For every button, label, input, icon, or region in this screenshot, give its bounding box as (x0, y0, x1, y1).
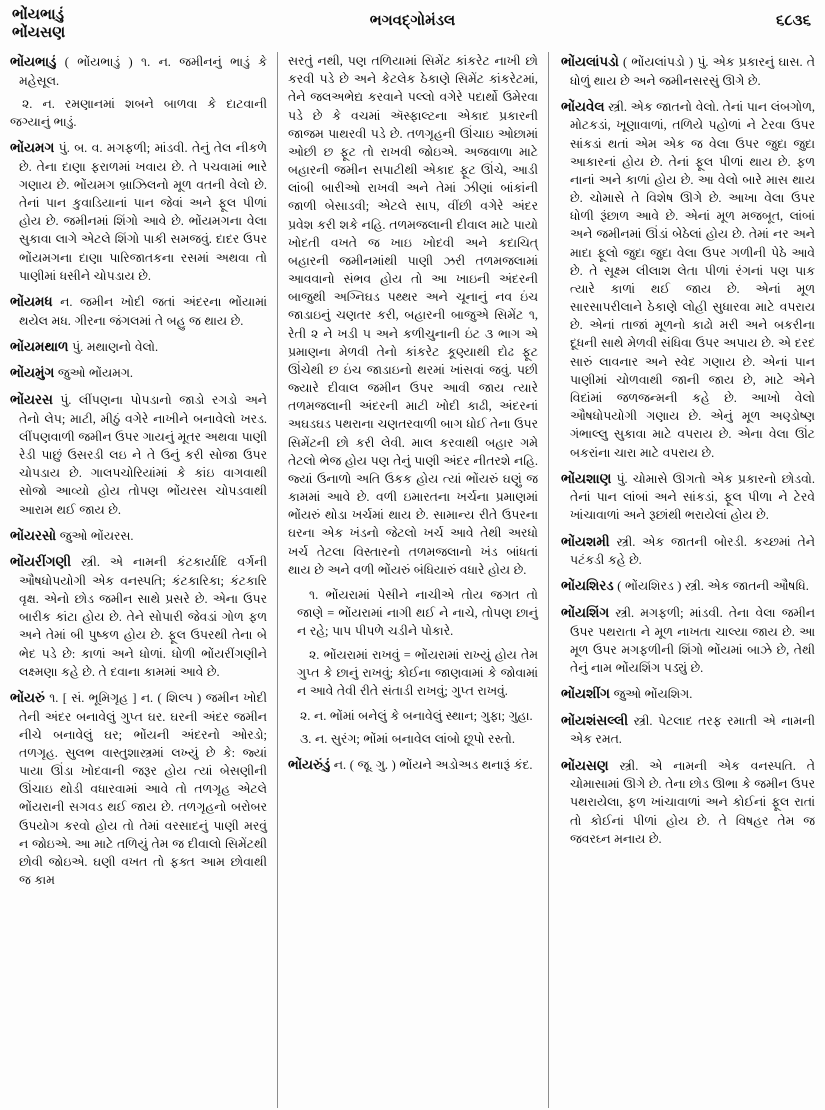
entry-headword: ભોંયમુંગ (10, 365, 55, 381)
entry-text: ભોંયરીંગણી સ્ત્રી. એ નામની કંટકાર્યાદિ વર્ગની ઔષધોપયોગી એક વનસ્પતિ; કંટકારિકા; કંટકારિ વૃક્ષ. એનો છોડ જમીન સાથે પ્રસરે છે. એના ઉપર બારીક કાંટા હોય છે. તેને સોપારી જેવડાં ગોળ ફળ અને તેમાં બી પુષ્કળ હોય છે. ફૂલ ઉપરથી તેના બે ભેદ પડે છે: કાળાં અને ધોળાં. ધોળી ભોંયરીંગણીને લક્ષ્મણા કહે છે. તે દવાના કામમાં આવે છે. (10, 554, 267, 679)
entry-text: ભોંયલાંપડો ( ભોંયલાંપડો ) પું. એક પ્રકારનું ઘાસ. તે ધોળું થાય છે અને જમીનસરસું ઊગે છે. (561, 54, 815, 88)
sense-block (288, 707, 538, 748)
entry-headword: ભોંયરું (10, 689, 45, 705)
entry-headword: ભોંયમધ (10, 293, 53, 309)
dictionary-entry (10, 52, 267, 131)
running-head-first-word: ભોંયભાડું (12, 7, 64, 23)
dictionary-entry (10, 552, 267, 681)
running-head (0, 0, 825, 48)
dictionary-entry (10, 337, 267, 357)
entry-headword: ભોંયરસ (10, 392, 53, 408)
dictionary-entry (10, 390, 267, 519)
sense-text: ૨. ન. ભોંમાં બનેલું કે બનાવેલું સ્થાન; ગુફા; ગુહા. (300, 709, 533, 724)
entry-headword: ભોંયશમી (561, 533, 610, 549)
page-number: ૬૮૩૬ (775, 13, 811, 29)
dictionary-entry (10, 292, 267, 330)
entry-text: ભોંયમુંગ જુઓ ભોંયમગ. (10, 365, 133, 381)
dictionary-entry (10, 526, 267, 546)
entry-text: ભોંયરસો જુઓ ભોંયરસ. (10, 527, 134, 543)
entry-text: ભોંયશંસલ્લી સ્ત્રી. પેટલાદ તરફ રમાતી એ નામની એક રમત. (561, 712, 815, 747)
dictionary-entry (10, 138, 267, 285)
entry-text: ભોંયશીંગ જુઓ ભોંયશિગ. (561, 686, 693, 702)
dictionary-entry (561, 97, 815, 462)
entry-headword: ભોંયભાડું (10, 54, 57, 69)
idiom-line: ૨. ભોંયરામાં રાખવું = ભોંયરામાં રાખ્યું હોય તેમ ગુપ્ત કે છાનું રાખવું; કોઈના જાણવામાં કે જોવામાં ન આવે તેવી રીતે સંતાડી રાખવું; ગુપ્ત રાખવું. (297, 647, 538, 698)
entry-headword: ભોંયમગ (10, 140, 55, 156)
running-head-last-word: ભોંયસણ (12, 25, 66, 42)
book-title: ભગવદ્ગોમંડલ (369, 13, 456, 29)
text-column-2 (277, 52, 549, 1108)
dictionary-entry (561, 711, 815, 749)
entry-text: ભોંયરું ૧. [ સં. ભૂમિગૃહ ] ન. ( શિલ્પ ) જમીન ખોદી તેની અંદર બનાવેલું ગુપ્ત ઘર. ઘરની અંદર જમીન નીચે બનાવેલું ઘર; ભોંયની અંદરનો ઓરડો; તળગૃહ. સુલભ વાસ્તુશાસ્ત્રમાં લખ્યું છે કે: જ્યાં પાયા ઊંડા ખોદવાની જરૂર હોય ત્યાં બેસણીની ઊંચાઇ થોડી વધારવામાં આવે તો તળગૃહ એટલે ભોંયરાની સગવડ થઈ જાય છે. તળગૃહનો બરોબર ઉપયોગ કરવો હોય તો તેમાં વરસાદનું પાણી મરવું ન જોઇએ. આ માટે તળિયું તેમ જ દીવાલો સિમેંટથી છોવી જોઇએ. ઘણી વખત તો ફક્ત આમ છોવાથી જ કામ (10, 689, 267, 888)
dictionary-entry (561, 603, 815, 677)
entry-headword: ભોંયરસો (10, 527, 57, 543)
dictionary-entry (561, 576, 815, 596)
dictionary-entry (561, 52, 815, 90)
entry-text: ભોંયશાણ પું. ચોમાસે ઊગતો એક પ્રકારનો છોડવો. તેનાં પાન લાંબાં અને સાંકડાં, ફૂલ પીળા ને ટેરવે ખાંચાવાળાં અને રૂછાંથી ભરાયેલાં હોય છે. (561, 470, 815, 523)
entry-headword: ભોંયસણ (561, 757, 609, 773)
text-column-3 (549, 52, 825, 1108)
dictionary-entry (10, 688, 267, 889)
sense-text: સરતું નથી, પણ તળિયામાં સિમેંટ કાંકરેટ નાખી છો કરવી પડે છે અને કેટલેક ઠેકાણે સિમેંટ કાંકરેટમાં, તેને જલઅભેદ્ય કરવાને પલ્લો વગેરે પદાર્થો ઉમેરવા પડે છે કે વચમાં ઍસ્ફાલ્ટના એકાદ પ્રકારની જાજમ પાથરવી પડે છે. તળગૃહની ઊંચાઇ ઓછામાં ઓછી છ ફૂટ તો રાખવી જોઇએ. અજવાળા માટે બહારની જમીન સપાટીથી એકાદ ફૂટ ઊંચે, આડી લાંબી બારીઓ રાખવી અને તેમાં ઝીણાં બાંકાંની જાળી બેસાડવી; એટલે સાપ, વીંછી વગેરે અંદર પ્રવેશ કરી શકે નહિ. તળમજલાની દીવાલ માટે પાયો ખોદતી વખતે જ ખાઇ ખોદવી અને કદાચિત્ બહારની જમીનમાંથી પાણી ઝરી તળમજલામાં આવવાનો સંભવ હોય તો આ ખાઇની અંદરની બાજુથી અગ્નિઘડ પથ્થર અને ચૂનાનું નવ ઇંચ જાડાઇનું ચણતર કરી, બહારની બાજુએ સિમેંટ ૧, રેતી ૨ ને ખડી ૫ અને કળીચુનાની ઇંટ ૩ ભાગ એ પ્રમાણના મેળવી તેનો કાંકરેટ કૂણ્યાથી દોઢ ફૂટ ઊંચેથી છ ઇંચ જાડાઇનો થરમાં ખાંસવાં જવું. પછી જ્યારે દીવાલ જમીન ઉપર આવી જાય ત્યારે તળમજલાની અંદરની માટી ખોદી કાઢી, અંદરનાં અઘડઘડ પથરાના ચણતરવાળી બાગ ધોઈ તેના ઉપર સિમેંટની છો કરી લેવી. માલ કરવાથી બહાર ગમે તેટલો ભેજ હોય પણ તેનું પાણી અંદર નીતરશે નહિ. જ્યાં ઉનાળો અતિ ઉકક હોય ત્યાં ભોંયરું ઘણું જ કામમાં આવે છે. વળી ઇમારતના ખર્ચના પ્રમાણમાં ભોંયરું થોડા ખર્ચમાં થાય છે. સામાન્ય રીતે ઉપરના ઘરના એક ખંડનો જેટલો ખર્ચ આવે તેથી અરધો ખર્ચ તેટલા વિસ્તારનો તળમજલાનો ખંડ બાંધતાં થાય છે અને વળી ભોંયરું બંધિયારું વધારે હોય છે. (288, 54, 538, 577)
entry-headword: ભોંયવેલ (561, 98, 605, 114)
entry-headword: ભોંયશીંગ (561, 686, 610, 702)
entry-continuation (288, 52, 538, 579)
entry-text: ભોંયમથાળ પું. મથાણનો વેલો. (10, 338, 159, 354)
entry-headword: ભોંયરુંડું (288, 757, 331, 773)
dictionary-entry (10, 363, 267, 383)
idiom-line: ૧. ભોંયરામાં પેસીને નાચીએ તોય જગત તો જાણે = ભોંયરામાં નાગી થઈ ને નાચે, તોપણ છાનું ન રહે; પાપ પીપળે ચડીને પોકારે. (297, 587, 538, 639)
sense-text: ૨. ન. રમણાનમાં શબને બાળવા કે દાટવાની જગ્યાનું ભાડું. (10, 96, 267, 129)
entry-headword: ભોંયમથાળ (10, 338, 69, 354)
dictionary-entry (561, 532, 815, 570)
entry-text: ભોંયસણ સ્ત્રી. એ નામની એક વનસ્પતિ. તે ચોમાસામાં ઊગે છે. તેના છોડ ઊભા કે જમીન ઉપર પથરાયેલા, ફળ ખાંચાવાળાં અને કોઈનાં ફૂલ રાતાં તો કોઈનાં પીળાં હોય છે. તે વિષહર તેમ જ જવરઘ્ન મનાય છે. (561, 757, 815, 846)
entry-headword: ભોંયશાણ (561, 470, 612, 486)
entry-text: ભોંયવેલ સ્ત્રી. એક જાતનો વેલો. તેનાં પાન લંબગોળ, મોટકડાં, ખૂણાવાળાં, તળિયે પહોળાં ને ટેરવા ઉપર સાંકડાં થતાં એમ એક જ વેલા ઉપર જુદા જુદા આકારનાં હોય છે. તેનાં ફૂલ પીળાં થાય છે. ફળ નાનાં અને કાળાં હોય છે. આ વેલો બારે માસ થાય છે. ચોમાસે તે વિશેષ ઊગે છે. આખા વેલા ઉપર ધોળી રૂંછાળ આવે છે. એનાં મૂળ મજબૂત, લાંબાં અને જમીનમાં ઊંડાં બેઠેલાં હોય છે. તેમાં નર અને માદા ફૂલો જુદા જુદા વેલા ઉપર ગળીની પેઠે આવે છે. તે સૂક્ષ્મ લીલાશ લેતા પીળાં રંગનાં પણ પાક ત્યારે કાળાં થઈ જાય છે. એનાં મૂળ સારસાપરીલાને ઠેકાણે લોહી સુધારવા માટે વપરાય છે. એનાં તાજાં મૂળનો કાઢો મરી અને બકરીના દૂધની સાથે મેળવી સંધિવા ઉપર અપાય છે. એ દરદ સારું લાવનાર અને સ્વેદ ગણાય છે. એનાં પાન પાણીમાં ચોળવાથી જાની જાય છે, માટે એને વિદાંમાં જળજન્મની કહે છે. આખો વેલો ઔષધોપયોગી ગણાય છે. એનું મૂળ અણ્ડોષ્ણ ગંભાલ્લુ સુકાવા માટે વપરાય છે. એના વેલા ઊંટ બકરાંના ચારા માટે વપરાય છે. (561, 98, 815, 460)
idiom-block (288, 586, 538, 700)
entry-text: ભોંયરસ પું. લીંપણના પોપડાનો જાડો રગડો અને તેનો લેપ; માટી, મીઠું વગેરે નાખીને બનાવેલો ખરડ. લીંપણવાળી જમીન ઉપર ગાયનું મૂતર અથવા પાણી રેડી પાછું ઉસરડી લઇ ને તે ઉનું કરી સોજા ઉપર ચોપડાય છે. ગાલપચોરિયાંમાં કે કાંઇ વાગવાથી સોજો આવ્યો હોય તોપણ ભોંયરસ ચોપડવાથી આરામ થઈ જાય છે. (10, 392, 267, 517)
entry-text: ભોંયશમી સ્ત્રી. એક જાતની બોરડી. કચ્છમાં તેને પટંકડી કહે છે. (561, 533, 815, 568)
entry-text: ભોંયમધ ન. જમીન ખોદી જતાં અંદરના ભોંયામાં થયેલ મધ. ગીરના જંગલમાં તે બહુ જ થાય છે. (10, 293, 267, 328)
entry-text: ભોંયરુંડું ન. ( જૂ. ગુ. ) ભોંયને અડોઅડ થનારૂં કંદ. (288, 757, 533, 773)
entry-headword: ભોંયશિરડ (561, 578, 614, 594)
dictionary-entry (288, 755, 538, 775)
sense-text: ૩. ન. સુરંગ; ભોંમાં બનાવેલ લાંબો છૂપો રસ્તો. (300, 732, 516, 747)
entry-text: ભોંયભાડું ( ભોંયભાડું ) ૧. ન. જમીનનું ભાડું કે મહેસૂલ. (10, 54, 267, 88)
dictionary-entry (561, 756, 815, 848)
entry-headword: ભોંયલાંપડો (561, 54, 619, 69)
entry-text: ભોંયશિંગ સ્ત્રી. મગફળી; માંડવી. તેના વેલા જમીન ઉપર પથરાતા ને મૂળ નાખતા ચાલ્યા જાય છે. આ મૂળ ઉપર મગફળીની શિંગો ભોંયમાં બાઝે છે, તેથી તેનું નામ ભોંયશિંગ પડ્યું છે. (561, 605, 815, 676)
column-container (0, 52, 825, 1108)
entry-headword: ભોંયશંસલ્લી (561, 712, 629, 728)
entry-text: ભોંયશિરડ ( ભોંયશિરડ ) સ્ત્રી. એક જાતની ઔષધિ. (561, 578, 809, 594)
entry-text: ભોંયમગ પું. બ. વ. મગફળી; માંડવી. તેનું તેલ નીકળે છે. તેના દાણા ફરાળમાં ખવાય છે. તે પચવામાં ભારે ગણાય છે. ભોંયમગ બ્રાઝિલનો મૂળ વતની વેલો છે. તેનાં પાન કુવાડિયાનાં પાન જેવાં અને ફૂલ પીળાં હોય છે. જમીનમાં શિંગો આવે છે. ભોંયમગના વેલા સુકાવા લાગે એટલે શિંગો પાકી સમજવું. દાદર ઉપર ભોંયમગના દાણા પારિજાતકના રસમાં અથવા તો પાણીમાં ધસીને ચોપડાય છે. (10, 140, 267, 283)
dictionary-entry (561, 469, 815, 525)
text-column-1 (0, 52, 277, 1108)
entry-headword: ભોંયરીંગણી (10, 554, 72, 570)
dictionary-entry (561, 684, 815, 704)
entry-headword: ભોંયશિંગ (561, 605, 610, 621)
